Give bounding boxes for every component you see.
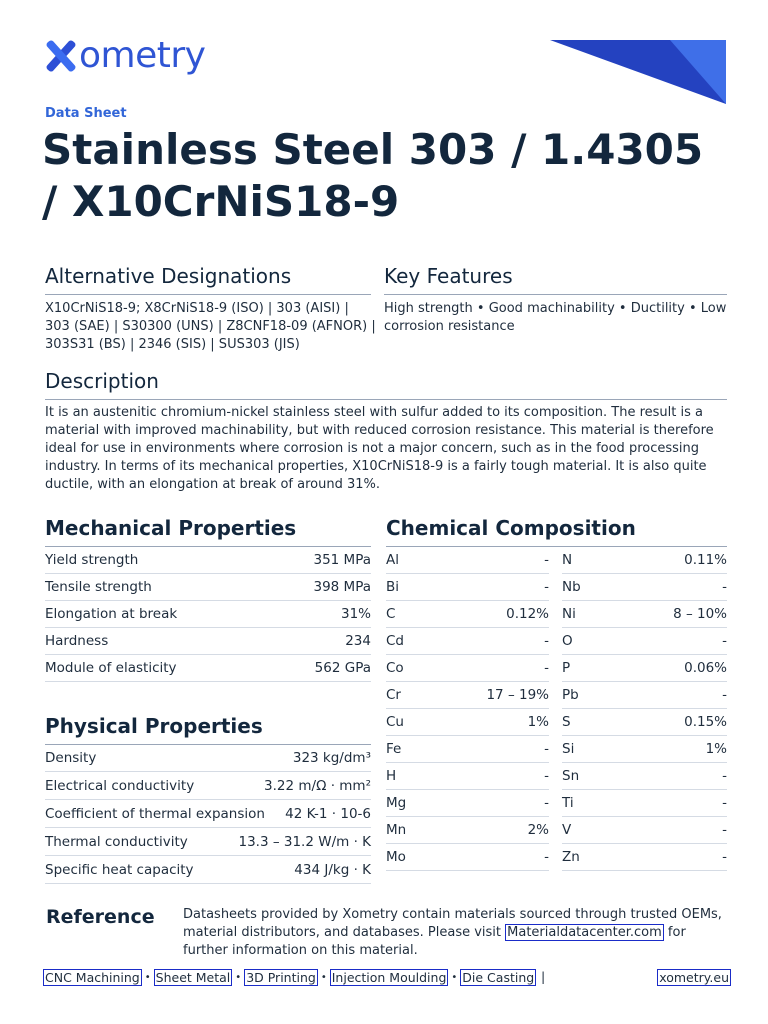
element-label: Cr	[386, 687, 401, 703]
table-row	[386, 601, 549, 628]
row-label: Coefficient of thermal expansion	[45, 805, 265, 822]
element-value: -	[544, 768, 549, 784]
logo-x-mark-icon	[44, 39, 78, 73]
table-row	[45, 547, 371, 574]
element-value: 2%	[527, 822, 549, 838]
table-row	[562, 844, 727, 871]
element-value: 17 – 19%	[486, 687, 549, 703]
table-row	[562, 763, 727, 790]
element-label: Nb	[562, 579, 581, 595]
element-value: -	[544, 795, 549, 811]
table-row	[386, 790, 549, 817]
row-value: 234	[345, 633, 371, 649]
footer-separator: •	[451, 972, 458, 983]
row-value: 434 J/kg · K	[294, 861, 371, 878]
logo-wordmark: ometry	[79, 35, 206, 76]
element-value: 0.12%	[506, 606, 549, 622]
row-label: Yield strength	[45, 552, 139, 568]
table-row	[386, 844, 549, 871]
footer-links	[43, 969, 536, 986]
element-value: 0.15%	[684, 714, 727, 730]
element-value: -	[544, 660, 549, 676]
footer-link-3d-printing[interactable]: 3D Printing	[246, 970, 316, 985]
element-label: Cu	[386, 714, 404, 730]
table-row	[45, 800, 371, 828]
element-value: 1%	[705, 741, 727, 757]
table-row	[386, 574, 549, 601]
key-features-heading: Key Features	[384, 264, 727, 295]
row-label: Specific heat capacity	[45, 861, 194, 878]
element-value: -	[722, 579, 727, 595]
element-value: -	[544, 741, 549, 757]
key-features-text: High strength • Good machinability • Ductility • Low corrosion resistance	[384, 301, 727, 334]
element-label: Cd	[386, 633, 404, 649]
table-row	[45, 601, 371, 628]
table-row	[562, 547, 727, 574]
table-row	[562, 601, 727, 628]
corner-decoration-icon	[550, 40, 726, 104]
footer-link-cnc-machining[interactable]: CNC Machining	[45, 970, 140, 985]
table-row	[386, 709, 549, 736]
xometry-logo	[44, 34, 205, 78]
materialdatacenter-link[interactable]: Materialdatacenter.com	[507, 925, 662, 940]
physical-heading: Physical Properties	[45, 714, 371, 745]
alt-designations-heading: Alternative Designations	[45, 264, 371, 295]
table-row	[562, 574, 727, 601]
table-row	[562, 790, 727, 817]
table-row	[45, 744, 371, 772]
element-value: 0.11%	[684, 552, 727, 568]
table-row	[386, 547, 549, 574]
row-label: Elongation at break	[45, 606, 178, 622]
row-value: 323 kg/dm³	[292, 749, 371, 766]
table-row	[562, 628, 727, 655]
footer-separator: •	[235, 972, 242, 983]
element-value: -	[722, 849, 727, 865]
table-row	[45, 828, 371, 856]
row-value: 3.22 m/Ω · mm²	[264, 777, 371, 794]
element-value: 1%	[527, 714, 549, 730]
row-label: Hardness	[45, 633, 109, 649]
table-row	[562, 709, 727, 736]
element-label: S	[562, 714, 571, 730]
element-label: H	[386, 768, 397, 784]
element-value: 8 – 10%	[673, 606, 727, 622]
row-label: Module of elasticity	[45, 660, 177, 676]
row-label: Thermal conductivity	[45, 833, 188, 850]
element-value: -	[722, 795, 727, 811]
table-row	[386, 682, 549, 709]
element-value: -	[544, 633, 549, 649]
reference-text-before: Datasheets provided by Xometry contain materials sourced through trusted OEMs, material distributors, and databases. Please visit	[183, 907, 722, 940]
footer-separator: •	[320, 972, 327, 983]
page-title: Stainless Steel 303 / 1.4305 / X10CrNiS18-9	[42, 125, 704, 226]
footer-link-die-casting[interactable]: Die Casting	[462, 970, 535, 985]
row-label: Density	[45, 749, 97, 766]
element-label: Mg	[386, 795, 407, 811]
alt-designations-text: X10CrNiS18-9; X8CrNiS18-9 (ISO) | 303 (AISI) | 303 (SAE) | S30300 (UNS) | Z8CNF18-09 (AFNOR) | 303S31 (BS) | 2346 (SIS) | SUS303 (JIS)	[45, 301, 376, 352]
element-label: Mo	[386, 849, 406, 865]
element-value: -	[544, 552, 549, 568]
element-value: -	[544, 579, 549, 595]
reference-heading: Reference	[46, 906, 155, 928]
description-heading: Description	[45, 369, 727, 400]
element-label: Co	[386, 660, 404, 676]
table-row	[562, 655, 727, 682]
table-row	[562, 682, 727, 709]
element-label: Ti	[562, 795, 574, 811]
footer-link-injection-moulding[interactable]: Injection Moulding	[331, 970, 447, 985]
row-value: 13.3 – 31.2 W/m · K	[238, 833, 371, 850]
table-row	[45, 628, 371, 655]
footer-divider: |	[541, 969, 546, 984]
mechanical-heading: Mechanical Properties	[45, 516, 371, 547]
chemical-heading: Chemical Composition	[386, 516, 727, 547]
table-row	[45, 856, 371, 884]
element-label: C	[386, 606, 396, 622]
row-value: 398 MPa	[313, 579, 371, 595]
row-value: 351 MPa	[313, 552, 371, 568]
element-value: -	[544, 849, 549, 865]
table-row	[45, 655, 371, 682]
table-row	[386, 763, 549, 790]
element-label: Mn	[386, 822, 407, 838]
row-value: 562 GPa	[314, 660, 371, 676]
element-value: -	[722, 768, 727, 784]
table-row	[386, 736, 549, 763]
element-value: -	[722, 633, 727, 649]
data-sheet-kicker: Data Sheet	[45, 106, 127, 121]
element-label: Zn	[562, 849, 580, 865]
footer-site-link[interactable]: xometry.eu	[659, 970, 729, 985]
footer-link-sheet-metal[interactable]: Sheet Metal	[155, 970, 231, 985]
element-label: Si	[562, 741, 575, 757]
table-row	[386, 655, 549, 682]
element-label: Fe	[386, 741, 402, 757]
table-row	[45, 772, 371, 800]
element-label: Al	[386, 552, 399, 568]
row-value: 31%	[340, 606, 371, 622]
table-row	[562, 736, 727, 763]
table-row	[386, 628, 549, 655]
row-value: 42 K-1 · 10-6	[285, 805, 371, 822]
row-label: Tensile strength	[45, 579, 152, 595]
reference-text	[183, 906, 728, 960]
element-label: Bi	[386, 579, 400, 595]
table-row	[562, 817, 727, 844]
element-value: -	[722, 687, 727, 703]
reference-text-after: for further information on this material.	[183, 925, 686, 958]
footer	[43, 969, 731, 989]
element-label: O	[562, 633, 573, 649]
description-text: It is an austenitic chromium-nickel stainless steel with sulfur added to its composition. The result is a material with improved machinability, but with reduced corrosion resistance. This material is therefore ideal for use in environments where corrosion is not a major concern, such as in the food processing industry. In terms of its mechanical properties, X10CrNiS18-9 is a fairly tough material. It is also quite ductile, with an elongation at break of around 31%.	[45, 405, 714, 492]
element-value: 0.06%	[684, 660, 727, 676]
element-label: Pb	[562, 687, 579, 703]
element-label: Ni	[562, 606, 576, 622]
element-value: -	[722, 822, 727, 838]
table-row	[386, 817, 549, 844]
footer-separator: •	[144, 972, 151, 983]
element-label: N	[562, 552, 573, 568]
element-label: V	[562, 822, 572, 838]
element-label: Sn	[562, 768, 580, 784]
table-row	[45, 574, 371, 601]
row-label: Electrical conductivity	[45, 777, 195, 794]
element-label: P	[562, 660, 571, 676]
